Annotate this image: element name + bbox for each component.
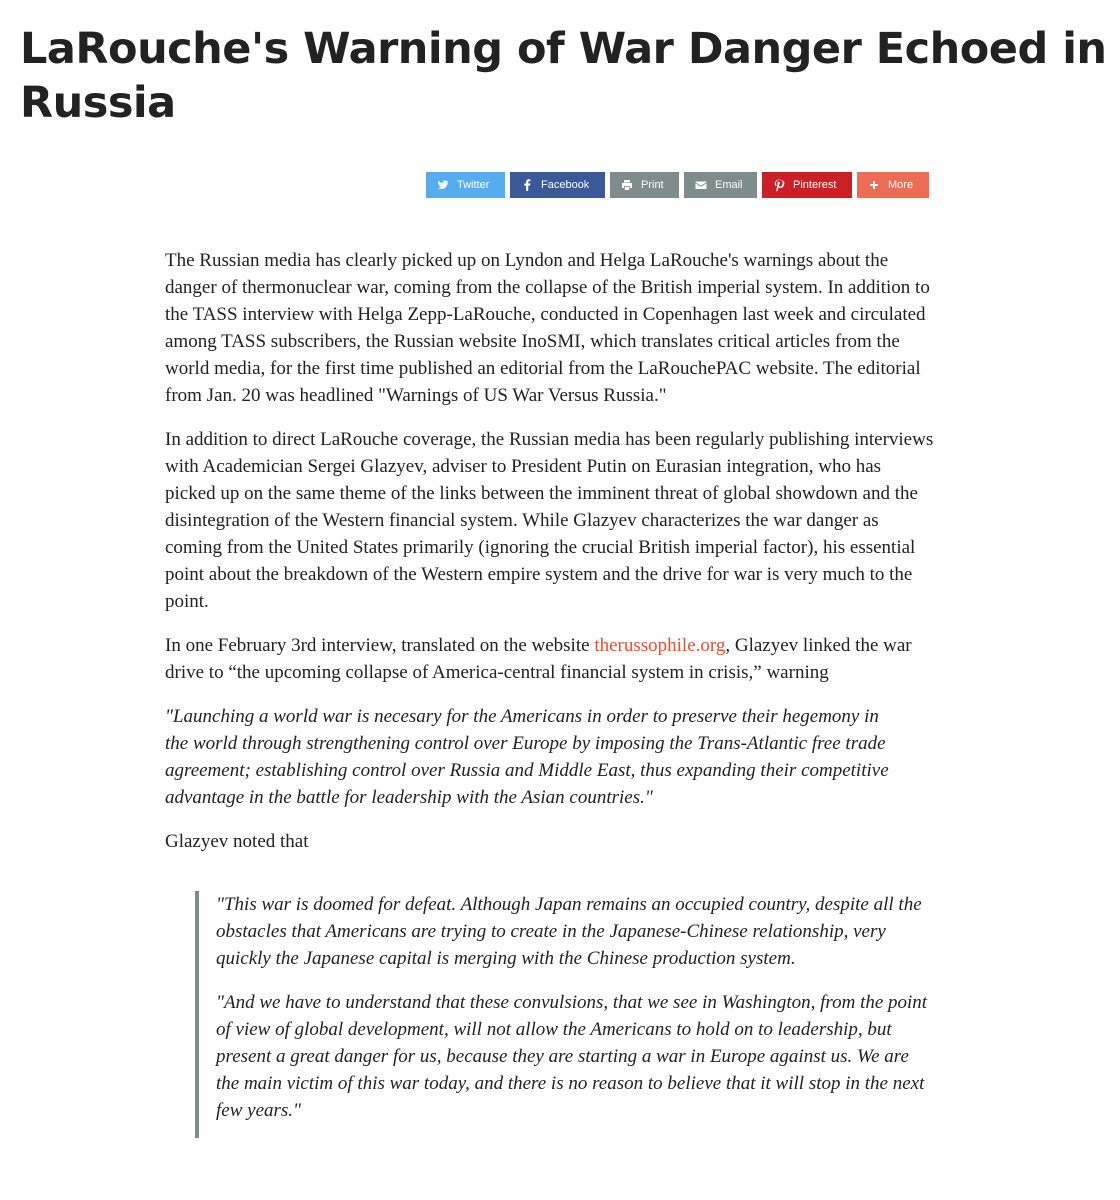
article-paragraph — [165, 632, 935, 686]
quote-paragraph: "Launching a world war is necesary for the Americans in order to preserve their hegemony in the world through strengthening control over Europe by imposing the Trans-Atlantic free trade agreement; establishing control over Russia and Middle East, thus expanding their competitive advantage in the battle for leadership with the Asian countries." — [165, 706, 889, 808]
facebook-share-label: Facebook — [541, 179, 590, 191]
email-label: Email — [715, 179, 743, 191]
email-icon — [695, 179, 707, 191]
blockquote — [195, 891, 932, 1138]
blockquote-paragraph: "And we have to understand that these convulsions, that we see in Washington, from the point of view of global development, will not allow the Americans to hold on to leadership, but present a great danger for us, because they are starting a war in Europe against us. We are the main victim of this war today, and there is no reason to believe that it will stop in the next few years." — [216, 992, 928, 1121]
share-bar — [426, 172, 929, 198]
facebook-share-button[interactable] — [510, 172, 605, 198]
print-button[interactable] — [610, 172, 679, 198]
article-paragraph: Glazyev noted that — [165, 831, 309, 852]
article-title: LaRouche's Warning of War Danger Echoed in Russia — [20, 24, 1107, 128]
paragraph-text: , Glazyev linked the war drive to “the upcoming collapse of America-central financial system in crisis,” warning — [165, 635, 912, 683]
pinterest-icon — [773, 179, 785, 191]
twitter-icon — [437, 179, 449, 191]
blockquote-paragraph: "This war is doomed for defeat. Although Japan remains an occupied country, despite all the obstacles that Americans are trying to create in the Japanese-Chinese relationship, very quickly the Japanese capital is merging with the Chinese production system. — [216, 894, 922, 969]
paragraph-text: In one February 3rd interview, translated on the website — [165, 635, 595, 656]
more-share-button[interactable] — [857, 172, 929, 198]
therussophile-link[interactable]: therussophile.org — [594, 635, 726, 656]
more-share-label: More — [888, 179, 914, 191]
plus-icon — [868, 179, 880, 191]
pinterest-share-button[interactable] — [762, 172, 852, 198]
print-label: Print — [641, 179, 664, 191]
twitter-share-label: Twitter — [457, 179, 490, 191]
facebook-icon — [521, 179, 533, 191]
print-icon — [621, 179, 633, 191]
email-button[interactable] — [684, 172, 757, 198]
article-paragraph: The Russian media has clearly picked up on Lyndon and Helga LaRouche's warnings about the danger of thermonuclear war, coming from the collapse of the British imperial system. In addition to the TASS interview with Helga Zepp-LaRouche, conducted in Copenhagen last week and circulated among TASS subscribers, the Russian website InoSMI, which translates critical articles from the world media, for the first time published an editorial from the LaRouchePAC website. The editorial from Jan. 20 was headlined "Warnings of US War Versus Russia." — [165, 250, 930, 406]
article-body — [165, 247, 935, 1138]
pinterest-share-label: Pinterest — [793, 179, 837, 191]
article-paragraph: In addition to direct LaRouche coverage, the Russian media has been regularly publishing interviews with Academician Sergei Glazyev, adviser to President Putin on Eurasian integration, who has picked up on the same theme of the links between the imminent threat of global showdown and the disintegration of the Western financial system. While Glazyev characterizes the war danger as coming from the United States primarily (ignoring the crucial British imperial factor), his essential point about the breakdown of the Western empire system and the drive for war is very much to the point. — [165, 429, 934, 612]
twitter-share-button[interactable] — [426, 172, 505, 198]
